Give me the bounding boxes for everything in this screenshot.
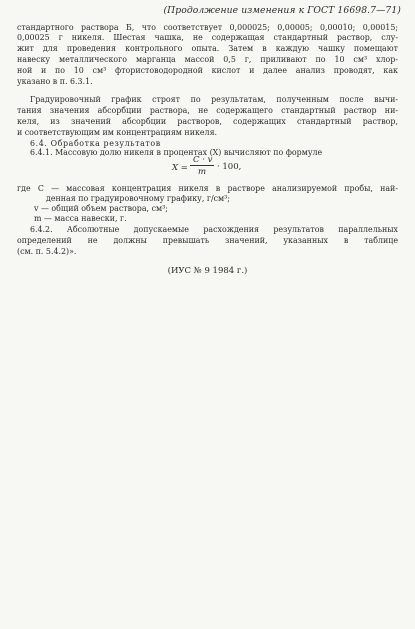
text-line: Градуировочный график строят по результатам, полученным после вычи- (30, 95, 398, 104)
text-line: указано в п. 6.3.1. (17, 77, 93, 86)
text-line: v — общий объем раствора, см³; (34, 204, 168, 213)
text-line: жит для проведения контрольного опыта. Затем в каждую чашку помещают (17, 44, 398, 53)
text-line: m — масса навески, г. (34, 214, 127, 223)
formula-tail: · 100, (217, 162, 242, 172)
page-header: (Продолжение изменения к ГОСТ 16698.7—71) (163, 5, 401, 16)
text-line: 6.4.2. Абсолютные допускаемые расхождения результатов параллельных (30, 225, 398, 234)
section-title: 6.4. Обработка результатов (30, 139, 161, 148)
text-line: 6.4.1. Массовую долю никеля в процентах (X) вычисляют по формуле (30, 148, 323, 157)
formula-lhs: X = (172, 163, 188, 173)
formula (0, 153, 415, 183)
source-note: (ИУС № 9 1984 г.) (167, 266, 248, 276)
text-line: где C — массовая концентрация никеля в растворе анализируемой пробы, най- (17, 184, 398, 193)
formula-denominator: m (198, 167, 207, 177)
formula-numerator: C · v (193, 155, 213, 165)
text-line: навеску металлического марганца массой 0,5 г, приливают по 10 см³ хлор- (17, 55, 398, 64)
text-line: стандартного раствора Б, что соответствует 0,000025; 0,00005; 0,00010; 0,00015; (17, 23, 398, 32)
text-line: (см. п. 5.4.2)». (17, 247, 77, 256)
text-line: 0,00025 г никеля. Шестая чашка, не содержащая стандартный раствор, слу- (17, 33, 398, 42)
text-line: келя, из значений абсорбции растворов, содержащих стандартный раствор, (17, 117, 398, 126)
text-line: тания значения абсорбции раствора, не содержащего стандартный раствор ни- (17, 106, 398, 115)
text-line: определений не должны превышать значений, указанных в таблице (17, 236, 398, 245)
text-line: денная по градуировочному графику, г/см³; (46, 194, 231, 203)
text-line: ной и по 10 см³ фтористоводородной кислот и далее анализ проводят, как (17, 66, 398, 75)
text-line: и соответствующим им концентрациям никеля. (17, 128, 218, 137)
fraction-bar (190, 165, 214, 166)
